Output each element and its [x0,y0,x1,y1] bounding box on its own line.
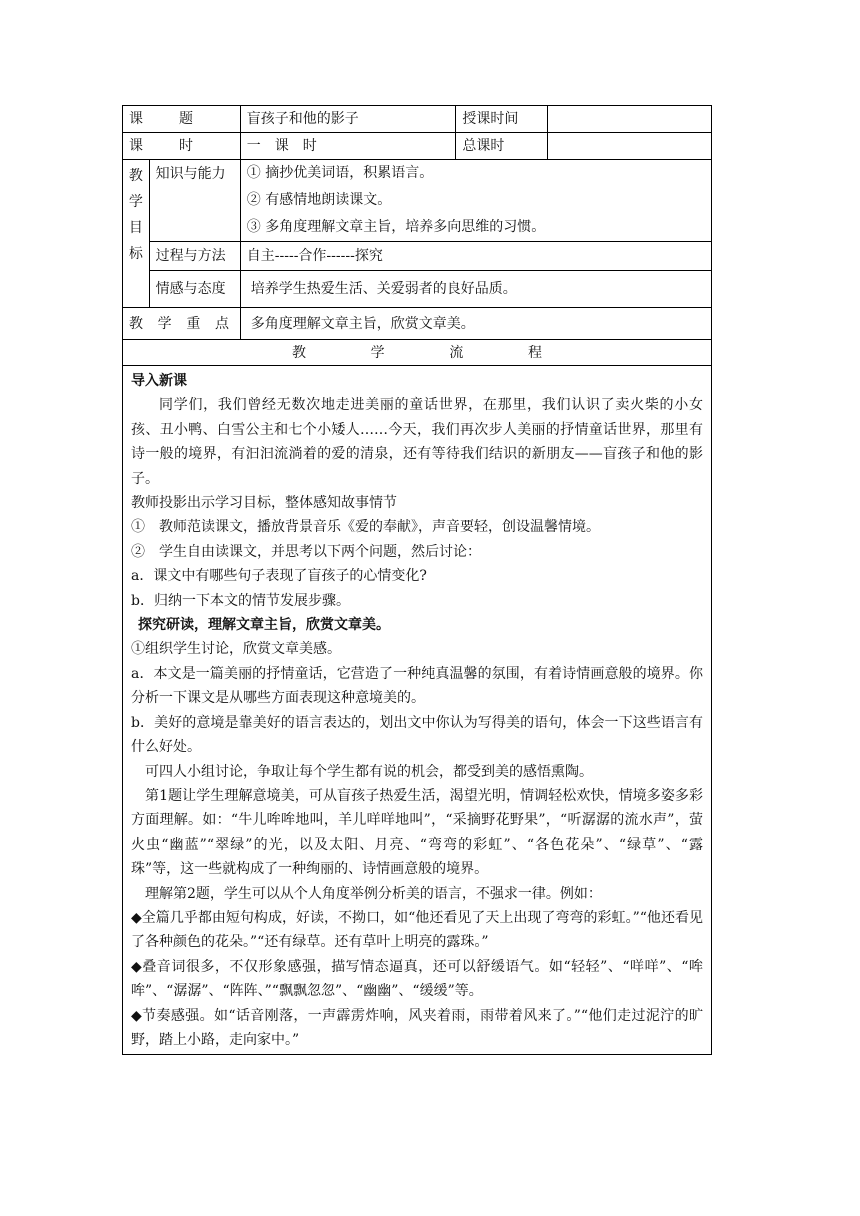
hours-label-char-2: 时 [179,138,193,154]
bullet-rhythm: ◆节奏感强。如“话音刚落，一声霹雳炸响，风夹着雨，雨带着风来了。”“他们走过泥泞的旷野，踏上小路，走向家中。” [131,1007,703,1048]
time-label: 授课时间 [456,106,547,133]
intro-paragraph: 同学们，我们曾经无数次地走进美丽的童话世界，在那里，我们认识了卖火柴的小女孩、丑小鸭、白雪公主和七个小矮人……今天，我们再次步人美丽的抒情童话世界，那里有诗一般的境界，有汩汩流淌着的爱的清泉，还有等待我们结识的新朋友——盲孩子和他的影子。 [131,397,703,487]
key-point-value: 多角度理解文章主旨，欣赏文章美。 [240,308,711,340]
goals-side-label [123,160,150,308]
process-value: 自主-----合作------探究 [240,242,711,271]
knowledge-row [123,160,712,242]
flow-title-char-1: 教 [292,344,306,361]
goals-char-3: 目 [128,220,143,236]
time-value [547,106,712,133]
hours-label-char-1: 课 [129,138,143,154]
discussion-a-paragraph: a．本文是一篇美丽的抒情童话，它营造了一种纯真温馨的氛围，有着诗情画意般的境界。你分析一下课文是从哪些方面表现这种意境美的。 [131,665,703,707]
hours-row [123,133,712,160]
topic-label-char-2: 题 [179,111,193,127]
knowledge-item-3: ③ 多角度理解文章主旨，培养多向思维的习惯。 [246,219,546,235]
knowledge-items [240,160,711,242]
key-point-char-4: 点 [214,315,229,332]
hours-label-cell [123,133,241,160]
hours-label [129,136,193,156]
topic-label [129,109,193,129]
emotion-row [123,271,712,308]
section-heading-intro: 导入新课 [131,373,187,389]
flow-title-char-3: 流 [449,344,464,361]
knowledge-item-1: ① 摘抄优美词语，积累语言。 [246,165,434,181]
lesson-plan-page [122,105,712,1055]
process-row [123,242,712,271]
key-point-label [129,314,229,334]
discussion-line: ①组织学生讨论，欣赏文章美感。 [131,641,341,658]
goals-char-2: 学 [128,194,143,210]
flow-title-row [123,340,712,366]
key-point-char-2: 学 [157,315,172,332]
step-1-line: ① 教师范读课文，播放背景音乐《爱的奉献》，声音要轻，创设温馨情境。 [131,519,600,536]
flow-body-row [123,366,712,1055]
goals-projection-line: 教师投影出示学习目标，整体感知故事情节 [131,495,397,512]
hours-value: 一 课 时 [240,133,456,160]
question-a-line: a．课文中有哪些句子表现了盲孩子的心情变化? [131,568,427,585]
topic-label-cell [123,106,241,133]
lesson-plan-table [122,105,712,1055]
key-point-label-cell [123,308,241,340]
key-point-char-1: 教 [129,315,143,332]
discussion-b-paragraph: b．美好的意境是靠美好的语言表达的，划出文中你认为写得美的语句，体会一下这些语言有什么好处。 [131,714,703,756]
flow-title-char-2: 学 [370,344,385,361]
question-1-analysis-paragraph: 第1题让学生理解意境美，可从盲孩子热爱生活，渴望光明，情调轻松欢快，情境多姿多彩方面理解。如：“牛儿哞哞地叫，羊儿咩咩地叫”，“采摘野花野果”，“听潺潺的流水声”，萤火虫“幽蓝”“翠绿”的光，以及太阳、月亮、“弯弯的彩虹”、“各色花朵”、“绿草”、“露珠”等，这一些就构成了一种绚丽的、诗情画意般的境界。 [131,787,703,878]
total-hours-value [547,133,712,160]
topic-row [123,106,712,133]
question-b-line: b．归纳一下本文的情节发展步骤。 [131,592,350,609]
knowledge-item-2: ② 有感情地朗读课文。 [246,192,392,208]
step-2-line: ② 学生自由读课文，并思考以下两个问题，然后讨论： [131,543,481,560]
section-heading-explore: 探究研读，理解文章主旨，欣赏文章美。 [138,617,390,634]
total-hours-label: 总课时 [456,133,547,160]
knowledge-label: 知识与能力 [149,160,240,242]
topic-value: 盲孩子和他的影子 [240,106,456,133]
flow-title-char-4: 程 [527,344,542,361]
question-2-analysis-line: 理解第2题，学生可以从个人角度举例分析美的语言，不强求一律。例如： [145,885,602,902]
flow-title-cell [123,340,712,366]
process-label: 过程与方法 [149,242,240,271]
key-point-char-3: 重 [186,315,201,332]
emotion-value: 培养学生热爱生活、关爱弱者的良好品质。 [240,271,711,308]
bullet-reduplicated-words: ◆叠音词很多，不仅形象感强，描写情态逼真，还可以舒缓语气。如“轻轻”、“咩咩”、“哞哞”、“潺潺”、“阵阵、”“飘飘忽忽”、“幽幽”、“缓缓”等。 [131,958,703,1000]
goals-char-4: 标 [128,246,143,262]
group-discussion-line: 可四人小组讨论，争取让每个学生都有说的机会，都受到美的感悟熏陶。 [145,763,593,780]
flow-title [292,343,542,363]
goals-char-1: 教 [128,168,143,184]
topic-label-char-1: 课 [129,111,143,127]
bullet-short-sentences: ◆全篇几乎都由短句构成，好读，不拗口，如“他还看见了天上出现了弯弯的彩虹。”“他还看见了各种颜色的花朵。”“还有绿草。还有草叶上明亮的露珠。” [131,909,703,951]
flow-body [123,366,712,1055]
emotion-label: 情感与态度 [149,271,240,308]
key-point-row [123,308,712,340]
